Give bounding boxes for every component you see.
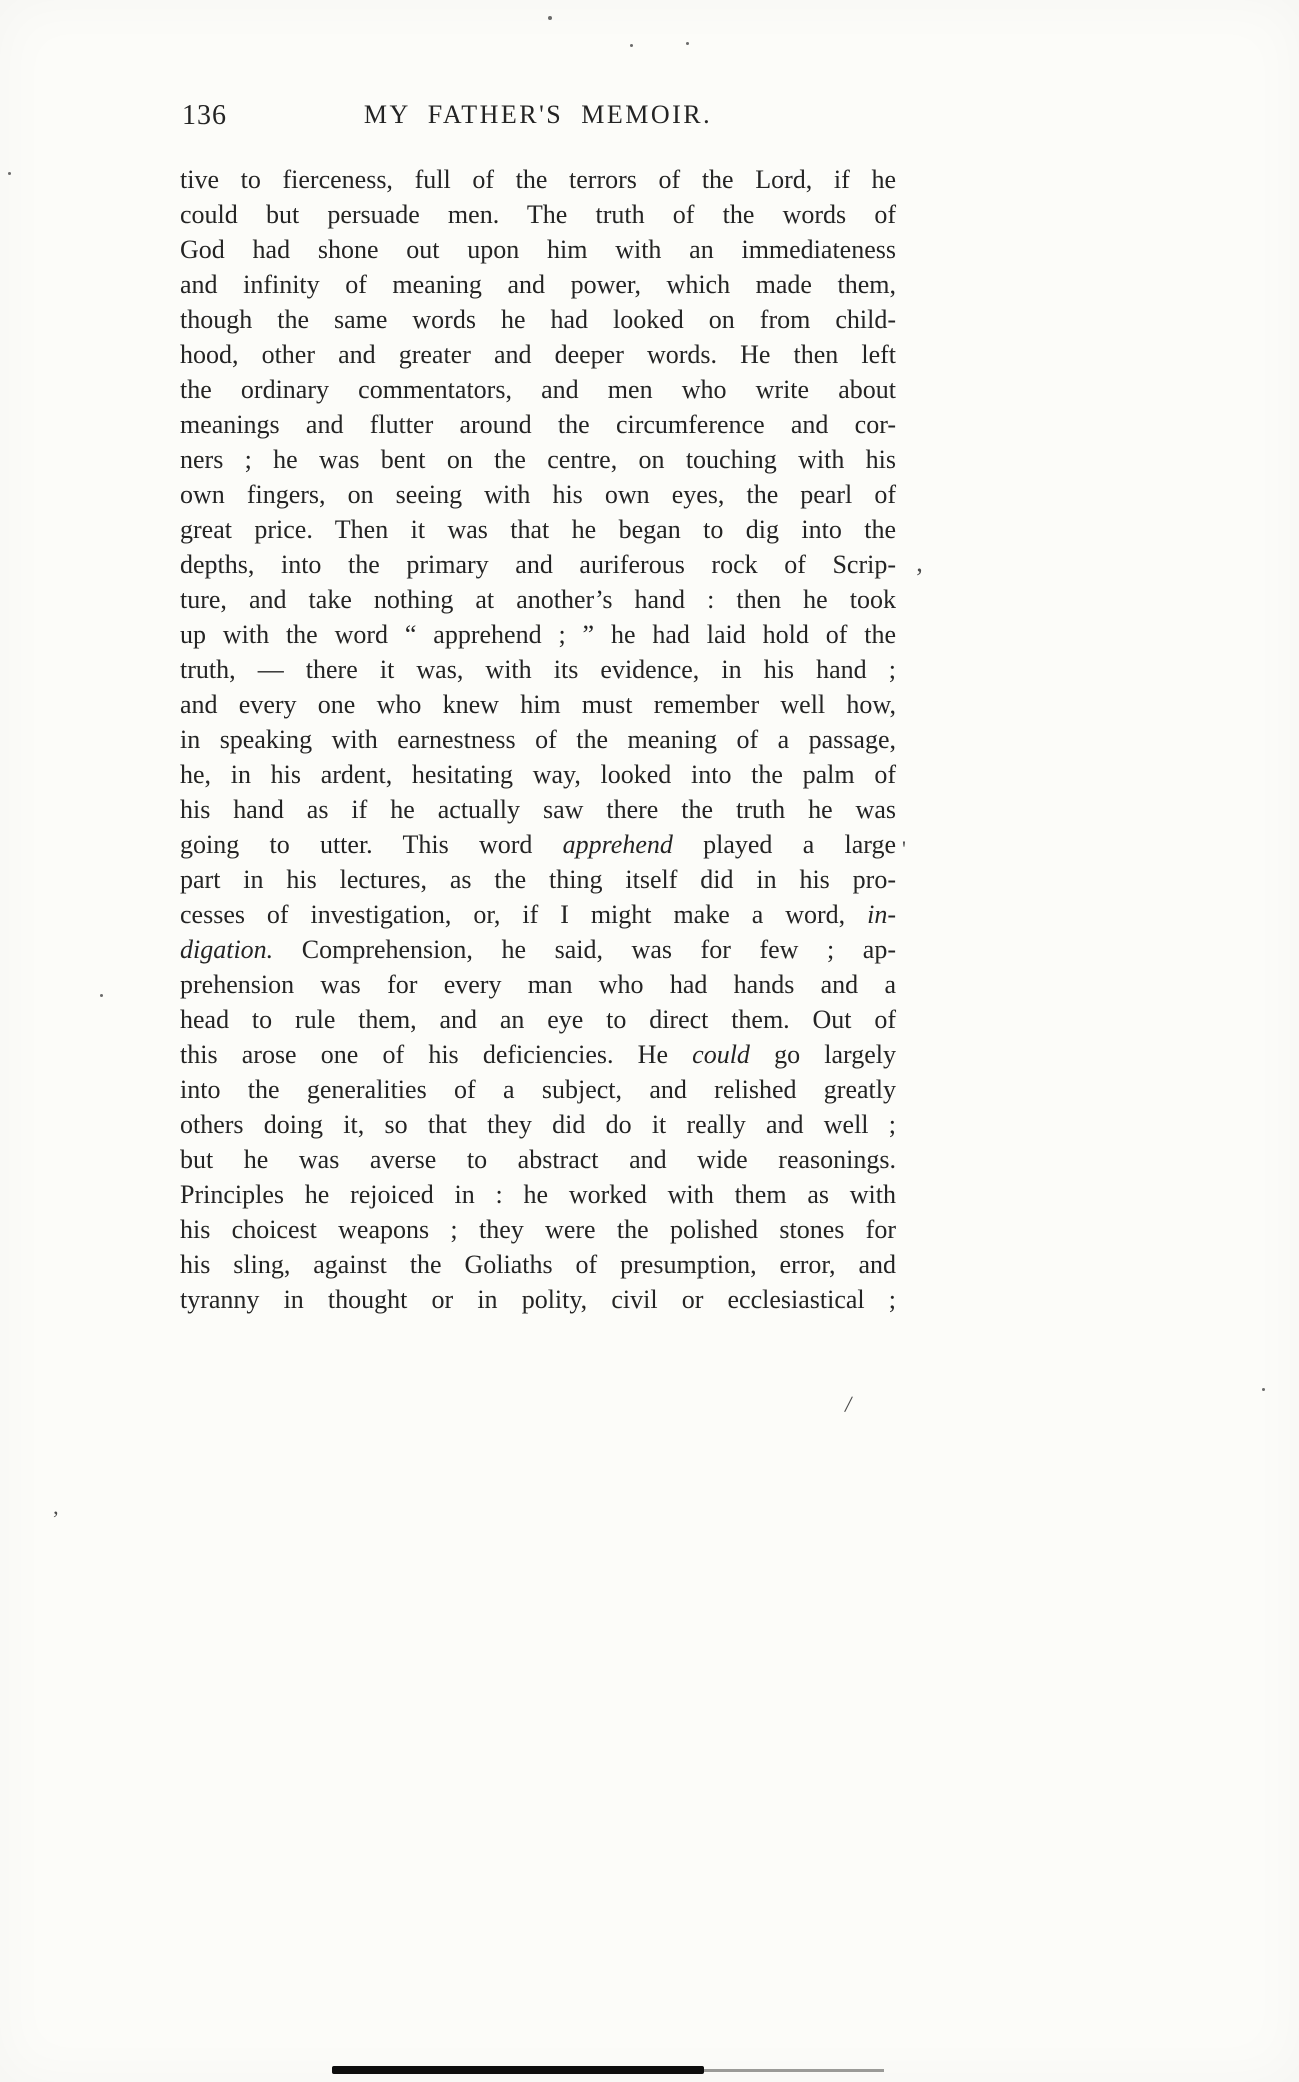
scan-edge-bar-faint xyxy=(704,2069,884,2072)
scan-speck xyxy=(8,172,11,175)
text-line: hood, other and greater and deeper words. He then left xyxy=(180,340,896,369)
text-line: in speaking with earnestness of the meaning of a passage, xyxy=(180,725,896,754)
text-line: great price. Then it was that he began to dig into the xyxy=(180,515,896,544)
text-line: into the generalities of a subject, and relished greatly xyxy=(180,1075,896,1104)
text-line: own fingers, on seeing with his own eyes, the pearl of xyxy=(180,480,896,509)
scan-speck: ' xyxy=(902,836,906,861)
text-line: part in his lectures, as the thing itself did in his pro- xyxy=(180,865,896,894)
text-line: others doing it, so that they did do it really and well ; xyxy=(180,1110,896,1139)
scan-speck: ‚ xyxy=(915,548,924,577)
text-line: meanings and flutter around the circumference and cor- xyxy=(180,410,896,439)
text-line: truth, — there it was, with its evidence, in his hand ; xyxy=(180,655,896,684)
text-line: God had shone out upon him with an immediateness xyxy=(180,235,896,264)
text-line: ners ; he was bent on the centre, on touching with his xyxy=(180,445,896,474)
scan-edge-bar xyxy=(332,2066,704,2074)
text-line: he, in his ardent, hesitating way, looked into the palm of xyxy=(180,760,896,789)
text-line: tyranny in thought or in polity, civil or ecclesiastical ; xyxy=(180,1285,896,1314)
text-line: but he was averse to abstract and wide reasonings. xyxy=(180,1145,896,1174)
text-line: and every one who knew him must remember well how, xyxy=(180,690,896,719)
text-line: cesses of investigation, or, if I might make a word, in- xyxy=(180,900,896,929)
scan-speck xyxy=(100,994,103,997)
text-line: this arose one of his deficiencies. He could go largely xyxy=(180,1040,896,1069)
scan-speck: ’ xyxy=(52,1506,60,1531)
text-line: the ordinary commentators, and men who write about xyxy=(180,375,896,404)
text-line: ture, and take nothing at another’s hand : then he took xyxy=(180,585,896,614)
text-block xyxy=(180,100,896,1317)
page-number: 136 xyxy=(182,100,227,131)
text-line: though the same words he had looked on from child- xyxy=(180,305,896,334)
running-head-row xyxy=(180,100,896,140)
text-line: his hand as if he actually saw there the truth he was xyxy=(180,795,896,824)
text-line: going to utter. This word apprehend played a large xyxy=(180,830,896,859)
text-line: depths, into the primary and auriferous rock of Scrip- xyxy=(180,550,896,579)
text-line: his choicest weapons ; they were the polished stones for xyxy=(180,1215,896,1244)
text-line: tive to fierceness, full of the terrors of the Lord, if he xyxy=(180,165,896,194)
text-line: and infinity of meaning and power, which made them, xyxy=(180,270,896,299)
body-text xyxy=(180,162,896,1317)
text-line: could but persuade men. The truth of the words of xyxy=(180,200,896,229)
text-line: head to rule them, and an eye to direct them. Out of xyxy=(180,1005,896,1034)
running-head-title: MY FATHER'S MEMOIR. xyxy=(363,100,713,129)
scan-speck xyxy=(1262,1388,1265,1391)
text-line: his sling, against the Goliaths of presumption, error, and xyxy=(180,1250,896,1279)
text-line: Principles he rejoiced in : he worked with them as with xyxy=(180,1180,896,1209)
scan-speck xyxy=(686,42,689,45)
scan-speck xyxy=(548,16,552,20)
text-line: up with the word “ apprehend ; ” he had laid hold of the xyxy=(180,620,896,649)
text-line: prehension was for every man who had hands and a xyxy=(180,970,896,999)
scan-speck: / xyxy=(843,1391,854,1419)
text-line: digation. Comprehension, he said, was for few ; ap- xyxy=(180,935,896,964)
scan-speck xyxy=(630,44,633,47)
